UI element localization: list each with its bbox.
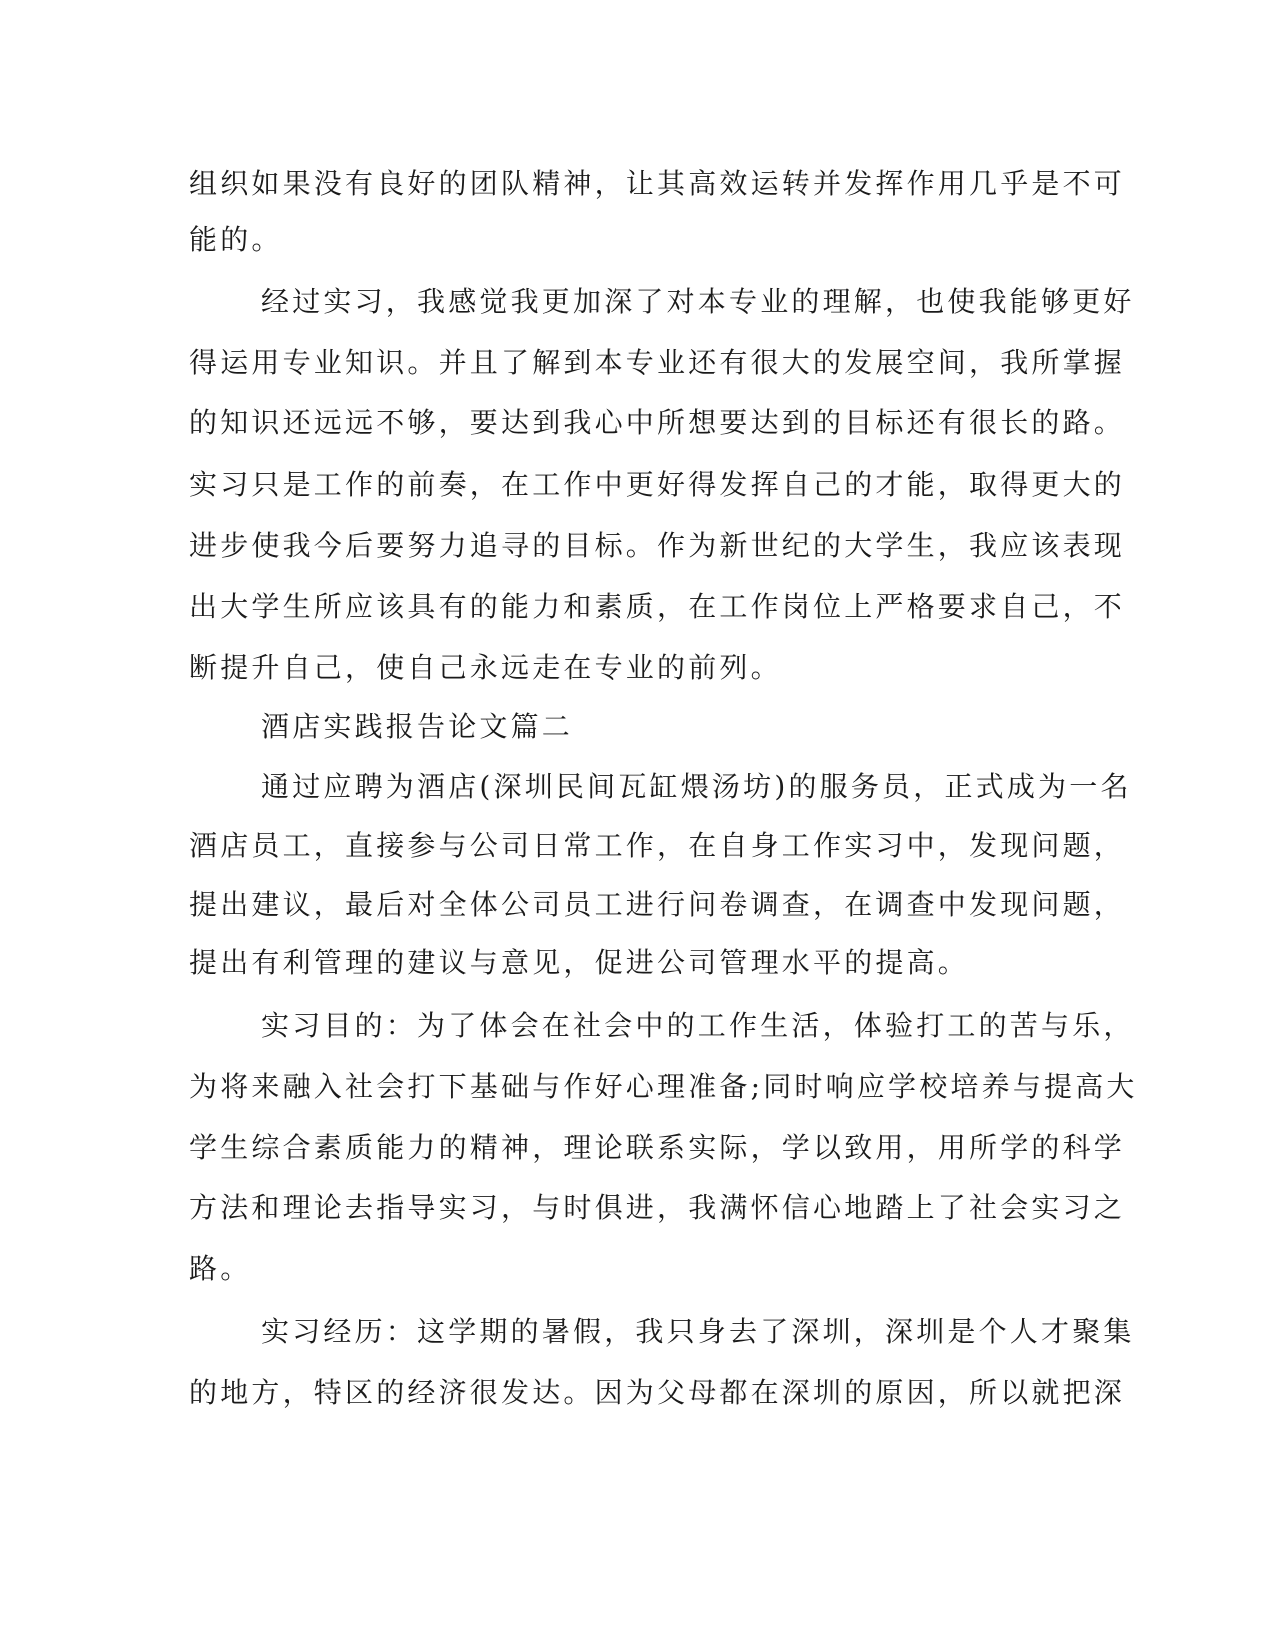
text-line: 组织如果没有良好的团队精神，让其高效运转并发挥作用几乎是不可 (189, 167, 1126, 200)
text-line: 实习只是工作的前奏，在工作中更好得发挥自己的才能，取得更大的 (189, 468, 1126, 501)
text-line: 的知识还远远不够，要达到我心中所想要达到的目标还有很长的路。 (189, 406, 1126, 439)
text-line: 路。 (189, 1252, 252, 1285)
text-line: 进步使我今后要努力追寻的目标。作为新世纪的大学生，我应该表现 (189, 529, 1126, 562)
text-line: 学生综合素质能力的精神，理论联系实际，学以致用，用所学的科学 (189, 1131, 1126, 1164)
section-heading: 酒店实践报告论文篇二 (261, 710, 574, 743)
text-line: 酒店员工，直接参与公司日常工作，在自身工作实习中，发现问题， (189, 829, 1126, 862)
text-line: 提出建议，最后对全体公司员工进行问卷调查，在调查中发现问题， (189, 888, 1126, 921)
text-line: 出大学生所应该具有的能力和素质，在工作岗位上严格要求自己，不 (189, 590, 1126, 623)
text-line: 断提升自己，使自己永远走在专业的前列。 (189, 651, 782, 684)
paragraph-start-line: 实习目的：为了体会在社会中的工作生活，体验打工的苦与乐， (261, 1009, 1135, 1042)
paragraph-start-line: 实习经历：这学期的暑假，我只身去了深圳，深圳是个人才聚集 (261, 1315, 1135, 1348)
paragraph-start-line: 通过应聘为酒店(深圳民间瓦缸煨汤坊)的服务员，正式成为一名 (261, 770, 1132, 803)
text-line: 得运用专业知识。并且了解到本专业还有很大的发展空间，我所掌握 (189, 346, 1126, 379)
text-line: 方法和理论去指导实习，与时俱进，我满怀信心地踏上了社会实习之 (189, 1191, 1126, 1224)
text-line: 提出有利管理的建议与意见，促进公司管理水平的提高。 (189, 946, 970, 979)
text-line: 的地方，特区的经济很发达。因为父母都在深圳的原因，所以就把深 (189, 1376, 1126, 1409)
text-line: 为将来融入社会打下基础与作好心理准备;同时响应学校培养与提高大 (189, 1070, 1138, 1103)
paragraph-start-line: 经过实习，我感觉我更加深了对本专业的理解，也使我能够更好 (261, 285, 1135, 318)
text-line: 能的。 (189, 223, 283, 256)
